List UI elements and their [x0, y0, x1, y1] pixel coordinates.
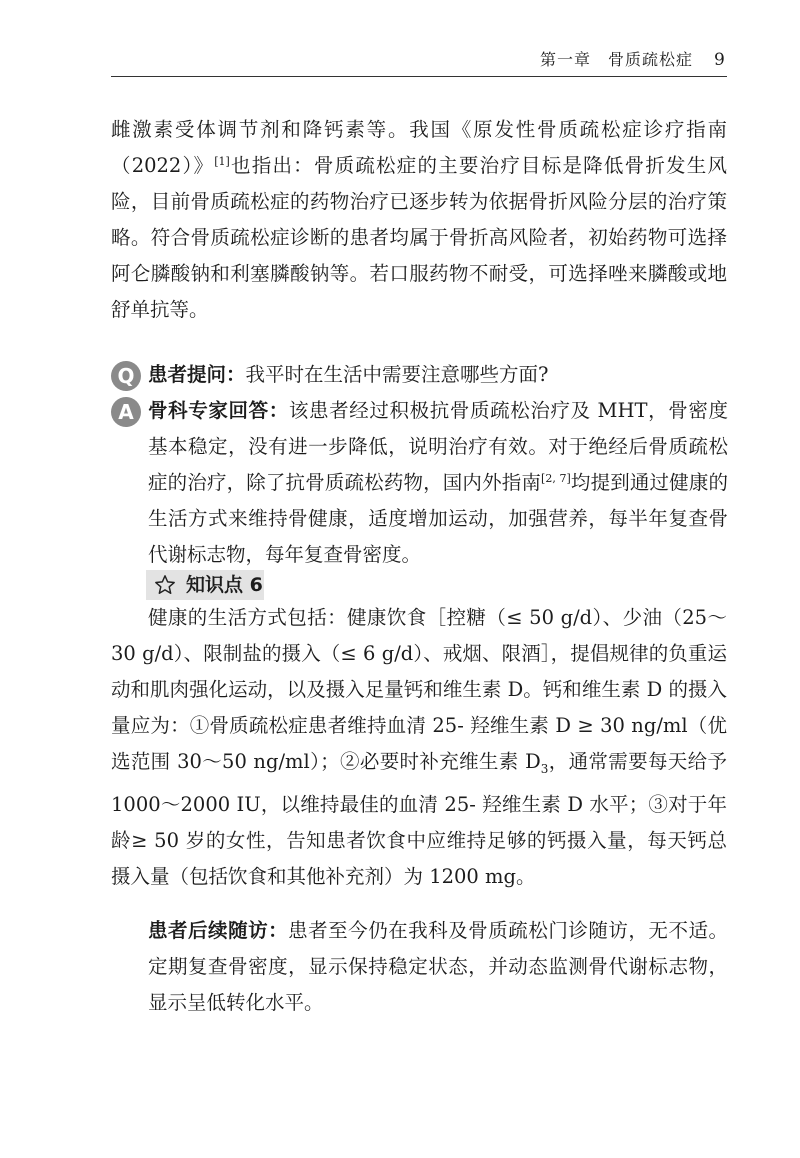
question-text: 我平时在生活中需要注意哪些方面?: [245, 363, 549, 386]
question-label: 患者提问：: [148, 363, 246, 386]
knowledge-text-a: 健康的生活方式包括：健康饮食［控糖（≤ 50 g/d）、少油（25～30 g/d）、限制盐的摄入（≤ 6 g/d）、戒烟、限酒］，提倡规律的负重运动和肌肉强化运动，以及摄入足量钙和维生素 D。钙和维生素 D 的摄入量应为：①骨质疏松症患者维持血清 25- 羟维生素 D ≥ 30 ng/ml（优选范围 30～50 ng/ml）；②必要时补充维生素 D: [111, 606, 727, 773]
star-outline-icon: [154, 574, 176, 596]
running-header: [0, 46, 800, 76]
question-line: [148, 357, 728, 393]
intro-text-b: 也指出：骨质疏松症的主要治疗目标是降低骨折发生风险，目前骨质疏松症的药物治疗已逐步转为依据骨折风险分层的治疗策略。符合骨质疏松症诊断的患者均属于骨折高风险者，初始药物可选择阿仑膦酸钠和利塞膦酸钠等。若口服药物不耐受，可选择唑来膦酸或地舒单抗等。: [111, 154, 727, 321]
header-rule: [111, 76, 727, 77]
knowledge-point-heading: [146, 570, 264, 600]
citation-ref: [1]: [214, 155, 230, 168]
intro-text-a: 雌激素受体调节剂和降钙素等。我国《原发性骨质疏松症诊疗指南（2022）》: [111, 118, 727, 177]
followup-label: 患者后续随访：: [148, 919, 289, 942]
intro-paragraph: [111, 112, 727, 328]
answer-text-a: 该患者经过积极抗骨质疏松治疗及 MHT，骨密度基本稳定，没有进一步降低，说明治疗有效。对于绝经后骨质疏松症的治疗，除了抗骨质疏松药物，国内外指南: [148, 399, 728, 494]
answer-text-b: 均提到通过健康的生活方式来维持骨健康，适度增加运动，加强营养，每半年复查骨代谢标志物，每年复查骨密度。: [148, 471, 728, 566]
answer-paragraph: [148, 393, 728, 573]
knowledge-point-label: 知识点 6: [186, 574, 263, 596]
citation-ref: [2, 7]: [541, 472, 571, 485]
followup-paragraph: [148, 913, 728, 1021]
followup-text: 患者至今仍在我科及骨质疏松门诊随访，无不适。定期复查骨密度，显示保持稳定状态，并动态监测骨代谢标志物，显示呈低转化水平。: [148, 919, 728, 1014]
answer-icon: A: [111, 397, 141, 427]
page-number: 9: [714, 50, 725, 70]
question-icon: Q: [111, 361, 141, 391]
answer-label: 骨科专家回答：: [148, 399, 289, 422]
chapter-title: 第一章 骨质疏松症: [540, 50, 694, 69]
subscript: 3: [540, 761, 549, 776]
knowledge-paragraph: [111, 600, 727, 895]
knowledge-text-b: ，通常需要每天给予 1000～2000 IU，以维持最佳的血清 25- 羟维生素 D 水平；③对于年龄≥ 50 岁的女性，告知患者饮食中应维持足够的钙摄入量，每天钙总摄入量（包括饮食和其他补充剂）为 1200 mg。: [111, 750, 727, 888]
